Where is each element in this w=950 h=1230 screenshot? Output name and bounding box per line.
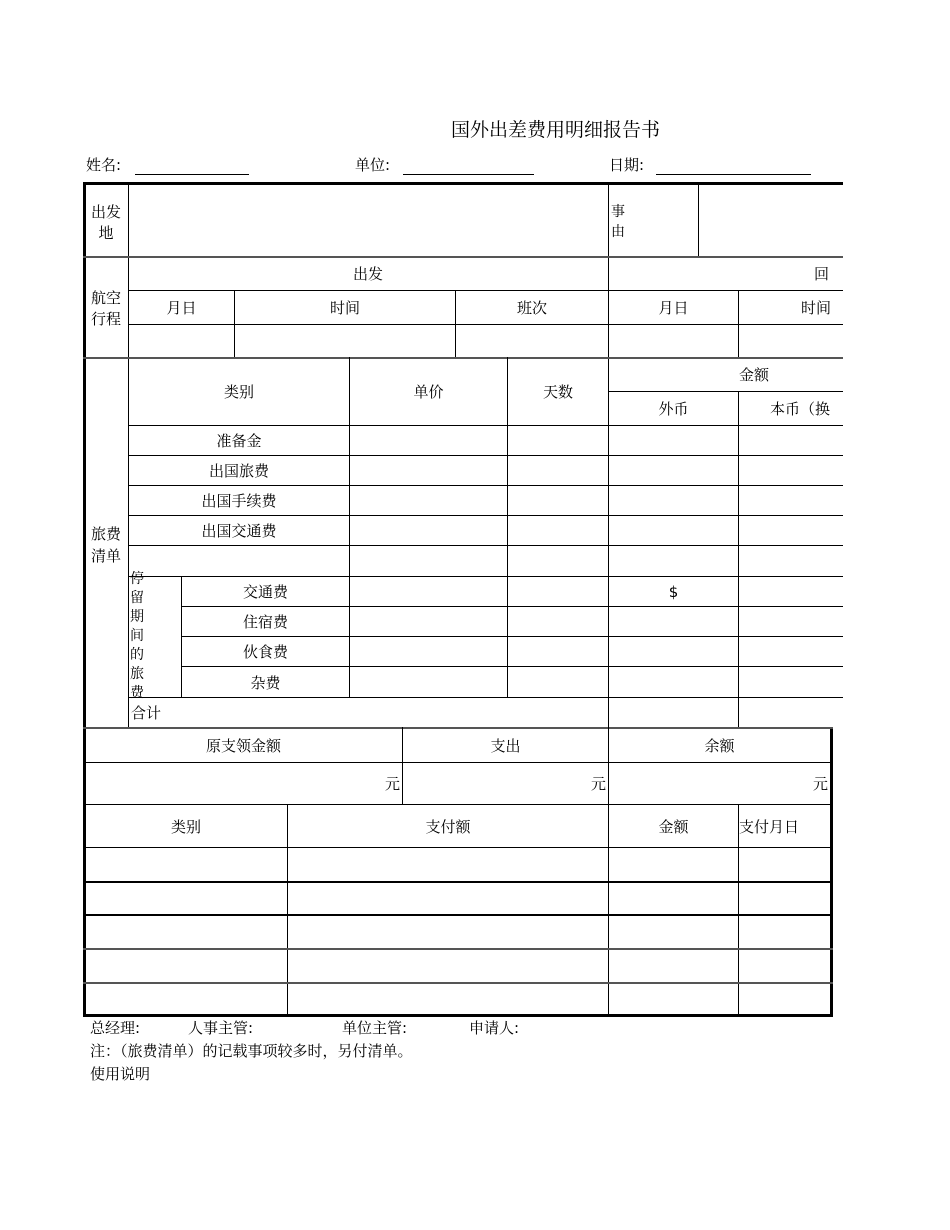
yuan-unit: 元: [812, 775, 828, 793]
payment-row[interactable]: [85, 882, 830, 914]
col-line-738-b: [738, 391, 739, 727]
yuan-unit: 元: [590, 775, 606, 793]
date-label: 日期:: [609, 156, 645, 174]
signature-hr: 人事主管:: [188, 1019, 254, 1037]
flight-return-date-field[interactable]: [609, 325, 738, 357]
payment-header-pay-date: 支付月日: [739, 817, 800, 836]
expense-header-unit-price: 单价: [413, 383, 444, 401]
stay-label: 停 留 期 间 的 旅 费: [130, 571, 144, 701]
summary-balance-label: 余额: [704, 736, 735, 755]
flight-col-depart-time: 时间: [329, 299, 360, 317]
summary-advance-field[interactable]: [85, 763, 402, 804]
flight-col-depart-flight: 班次: [516, 299, 547, 317]
stay-row-misc: 杂费: [250, 673, 281, 692]
flight-label: 航空 行程: [90, 289, 121, 328]
payment-row[interactable]: [85, 915, 830, 948]
name-label: 姓名:: [86, 156, 122, 174]
expense-header-category: 类别: [223, 383, 254, 401]
summary-spent-field[interactable]: [403, 763, 608, 804]
payment-row[interactable]: [85, 949, 830, 982]
unit-label: 单位:: [355, 156, 391, 174]
expense-row-blank[interactable]: [129, 546, 349, 576]
expense-row-transport: 出国交通费: [201, 522, 277, 540]
summary-advance-label: 原支领金额: [205, 736, 281, 755]
flight-col-return-date: 月日: [658, 299, 689, 317]
departure-place-field[interactable]: [129, 184, 607, 255]
expense-header-local: 本币（换: [770, 400, 831, 418]
expense-row-travel: 出国旅费: [208, 462, 269, 480]
summary-spent-label: 支出: [490, 736, 521, 755]
signature-dept: 单位主管:: [342, 1019, 408, 1037]
expense-row-reserve: 准备金: [216, 432, 262, 450]
stay-transport-foreign[interactable]: $: [668, 582, 679, 601]
expense-row-procedure: 出国手续费: [201, 492, 277, 510]
flight-return-time-field[interactable]: [739, 325, 839, 357]
expense-header-amount: 金额: [738, 366, 769, 384]
departure-place-label: 出发 地: [90, 203, 121, 242]
table-right-border: [830, 727, 833, 1016]
page-title: 国外出差费用明细报告书: [451, 119, 661, 141]
expense-header-days: 天数: [542, 383, 573, 401]
flight-depart-date-field[interactable]: [129, 325, 234, 357]
reason-field[interactable]: [699, 184, 839, 255]
stay-row-lodging: 住宿费: [242, 613, 288, 631]
stay-row-transport: 交通费: [242, 583, 288, 601]
stay-row-meals: 伙食费: [242, 643, 288, 661]
flight-col-return-time: 时间: [800, 299, 831, 317]
flight-col-depart-date: 月日: [166, 299, 197, 317]
flight-return-header: 回: [813, 265, 829, 283]
payment-row[interactable]: [85, 983, 830, 1014]
expense-header-foreign: 外币: [658, 400, 689, 418]
payment-header-category: 类别: [170, 817, 201, 836]
payment-row[interactable]: [85, 848, 830, 881]
table-bottom-border: [83, 1014, 833, 1017]
note-text: 注：（旅费清单）的记载事项较多时，另付清单。: [90, 1042, 413, 1060]
reason-label: 事 由: [611, 204, 625, 240]
flight-depart-time-field[interactable]: [235, 325, 455, 357]
payment-header-payment: 支付额: [425, 817, 471, 836]
instructions-link: 使用说明: [90, 1065, 151, 1083]
summary-balance-field[interactable]: [609, 763, 828, 804]
flight-depart-header: 出发: [352, 265, 383, 283]
expense-list-label: 旅费 清单: [90, 525, 121, 565]
yuan-unit: 元: [384, 775, 400, 793]
flight-depart-flight-field[interactable]: [456, 325, 608, 357]
signature-gm: 总经理:: [90, 1019, 141, 1037]
expense-total-label: 合计: [131, 704, 162, 722]
payment-header-amount: 金额: [658, 817, 689, 836]
signature-applicant: 申请人:: [469, 1019, 520, 1037]
